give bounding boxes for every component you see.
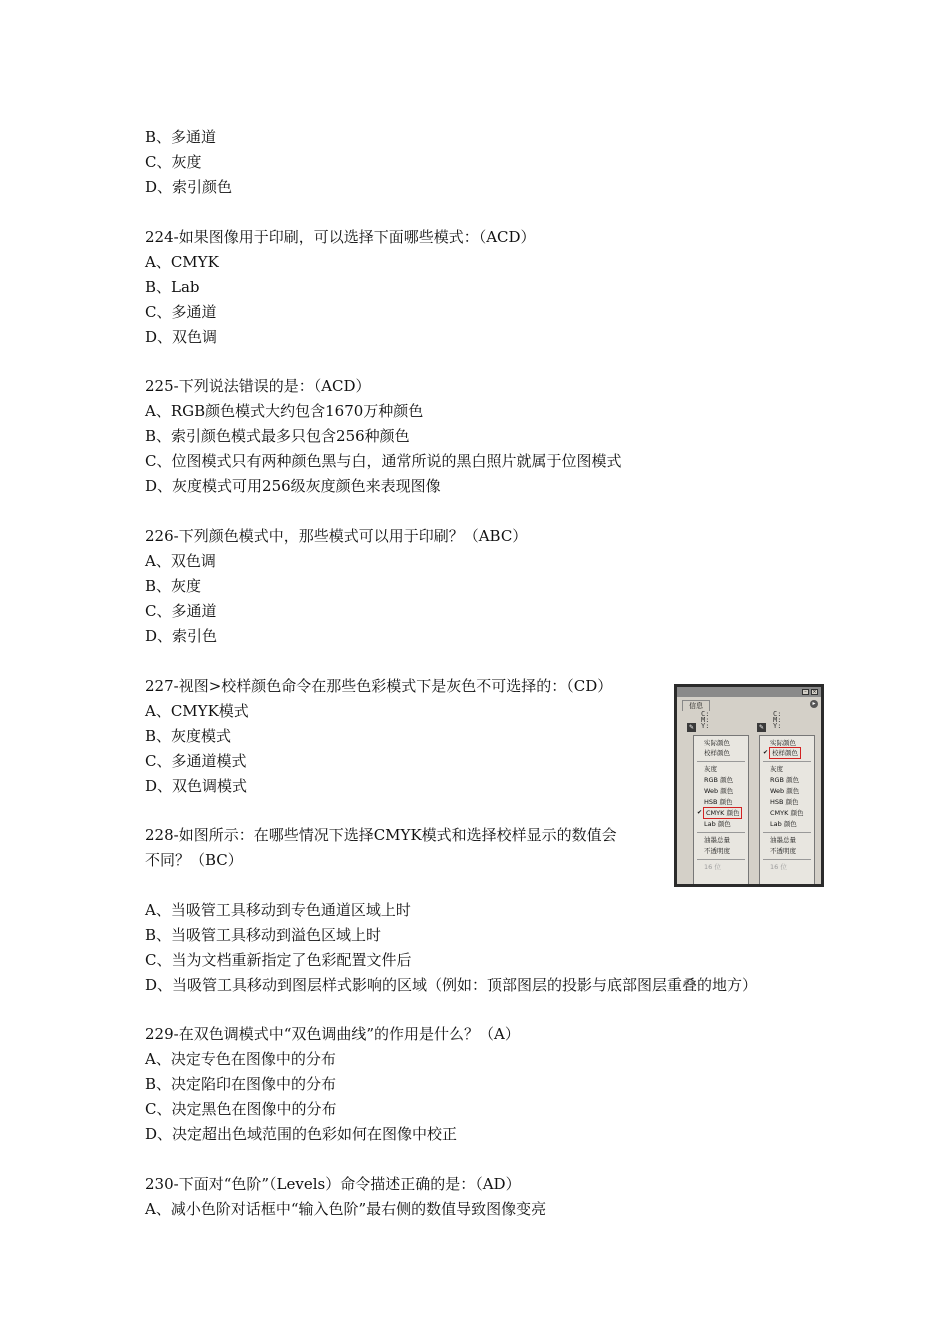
text-line: B、决定陷印在图像中的分布 — [145, 1075, 337, 1093]
question-229: 229-在双色调模式中“双色调曲线”的作用是什么？（A） — [145, 1025, 520, 1043]
menu-item: Lab 颜色 — [704, 820, 731, 828]
text-line: C、当为文档重新指定了色彩配置文件后 — [145, 951, 412, 969]
text-line: B、索引颜色模式最多只包含256种颜色 — [145, 427, 410, 445]
text-line: C、多通道 — [145, 602, 217, 620]
close-icon: × — [812, 689, 817, 695]
question-227: 227-视图>校样颜色命令在那些色彩模式下是灰色不可选择的：（CD） — [145, 677, 613, 695]
menu-item: Web 颜色 — [704, 787, 734, 795]
panel-tab: 信息 — [682, 700, 710, 711]
text-line: C、灰度 — [145, 153, 202, 171]
menu-item-checked: 校样颜色 — [772, 749, 798, 757]
text-line: C、决定黑色在图像中的分布 — [145, 1100, 337, 1118]
menu-separator — [697, 859, 745, 860]
text-line: B、多通道 — [145, 128, 217, 146]
text-line: D、决定超出色域范围的色彩如何在图像中校正 — [145, 1125, 458, 1143]
menu-item: 灰度 — [704, 765, 717, 773]
menu-separator — [697, 761, 745, 762]
text-line: D、索引色 — [145, 627, 218, 645]
readout-mode-menu-left — [693, 735, 749, 884]
text-line: D、双色调 — [145, 328, 218, 346]
menu-item-disabled: 16 位 — [704, 863, 721, 871]
menu-separator — [763, 761, 811, 762]
text-line: 不同？（BC） — [145, 851, 243, 869]
info-panel-screenshot — [674, 684, 824, 887]
text-line: C、位图模式只有两种颜色黑与白，通常所说的黑白照片就属于位图模式 — [145, 452, 622, 470]
menu-item: 油墨总量 — [770, 836, 796, 844]
text-line: A、减小色阶对话框中“输入色阶”最右侧的数值导致图像变亮 — [145, 1200, 547, 1218]
question-225: 225-下列说法错误的是：（ACD） — [145, 377, 371, 395]
question-224: 224-如果图像用于印刷，可以选择下面哪些模式：（ACD） — [145, 228, 536, 246]
menu-item: CMYK 颜色 — [770, 809, 804, 817]
checkmark-icon: ✔ — [697, 809, 703, 816]
checkmark-icon: ✔ — [763, 749, 769, 756]
menu-item-disabled: 16 位 — [770, 863, 787, 871]
menu-separator — [763, 832, 811, 833]
panel-menu-arrow-icon: ▸ — [810, 700, 818, 708]
text-line: A、RGB颜色模式大约包含1670万种颜色 — [145, 402, 424, 420]
cmy-readout-right: C: M: Y: — [773, 710, 782, 730]
text-line: D、当吸管工具移动到图层样式影响的区域（例如：顶部图层的投影与底部图层重叠的地方） — [145, 976, 758, 994]
text-line: A、决定专色在图像中的分布 — [145, 1050, 336, 1068]
question-230: 230-下面对“色阶”（Levels）命令描述正确的是：（AD） — [145, 1175, 521, 1193]
readout-mode-menu-right — [759, 735, 815, 884]
text-line: A、双色调 — [145, 552, 216, 570]
menu-item: 实际颜色 — [770, 739, 796, 747]
text-line: A、当吸管工具移动到专色通道区域上时 — [145, 901, 411, 919]
menu-item: 实际颜色 — [704, 739, 730, 747]
menu-item: HSB 颜色 — [704, 798, 733, 806]
text-line: B、当吸管工具移动到溢色区域上时 — [145, 926, 382, 944]
menu-item: RGB 颜色 — [770, 776, 800, 784]
menu-item: Lab 颜色 — [770, 820, 797, 828]
text-line: D、灰度模式可用256级灰度颜色来表现图像 — [145, 477, 441, 495]
text-line: C、多通道模式 — [145, 752, 247, 770]
eyedropper-icon: ✎ — [688, 724, 695, 731]
minimize-icon: – — [802, 689, 809, 695]
menu-item: Web 颜色 — [770, 787, 800, 795]
text-line: B、灰度模式 — [145, 727, 232, 745]
menu-separator — [763, 859, 811, 860]
menu-item: 油墨总量 — [704, 836, 730, 844]
menu-item: HSB 颜色 — [770, 798, 799, 806]
text-line: A、CMYK — [145, 253, 219, 271]
menu-item: 不透明度 — [770, 847, 796, 855]
menu-item: 灰度 — [770, 765, 783, 773]
text-line: C、多通道 — [145, 303, 217, 321]
panel-titlebar — [677, 687, 821, 697]
menu-item: 校样颜色 — [704, 749, 730, 757]
info-panel — [677, 687, 821, 884]
text-line: D、双色调模式 — [145, 777, 248, 795]
menu-separator — [697, 832, 745, 833]
eyedropper-icon: ✎ — [758, 724, 765, 731]
question-228: 228-如图所示：在哪些情况下选择CMYK模式和选择校样显示的数值会 — [145, 826, 617, 844]
menu-item-checked: CMYK 颜色 — [706, 809, 740, 817]
text-line: A、CMYK模式 — [145, 702, 249, 720]
text-line: D、索引颜色 — [145, 178, 233, 196]
menu-item: 不透明度 — [704, 847, 730, 855]
text-line: B、灰度 — [145, 577, 202, 595]
menu-item: RGB 颜色 — [704, 776, 734, 784]
question-226: 226-下列颜色模式中，那些模式可以用于印刷？（ABC） — [145, 527, 528, 545]
cmy-readout-left: C: M: Y: — [701, 710, 710, 730]
text-line: B、Lab — [145, 278, 200, 296]
